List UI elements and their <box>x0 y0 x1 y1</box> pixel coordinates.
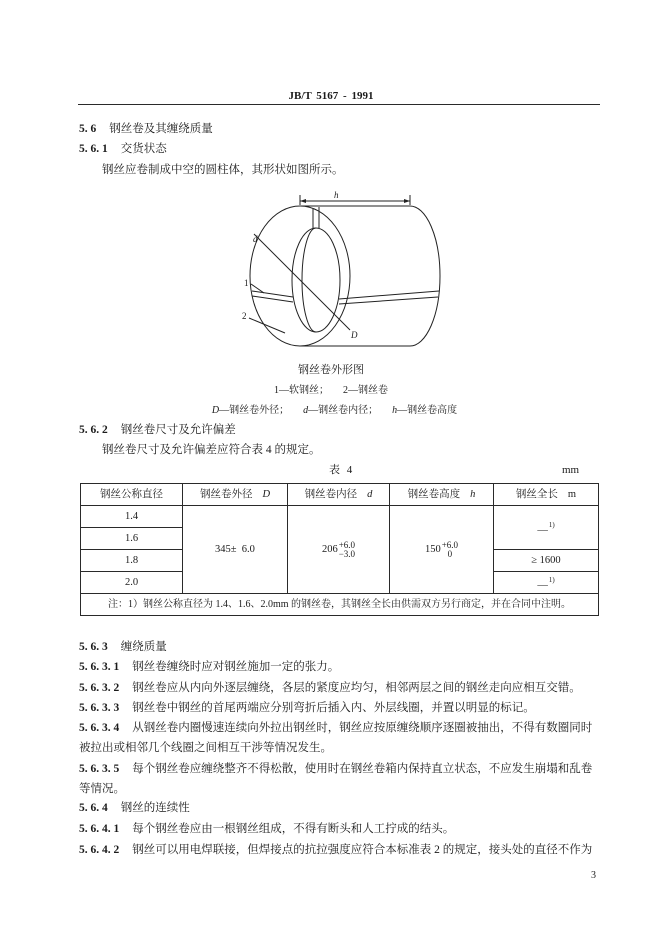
header-label: 钢丝卷外径 <box>199 489 253 500</box>
header-label: 钢丝公称直径 <box>100 489 163 500</box>
header-label: 钢丝卷内径 <box>304 489 358 500</box>
label-2: 2 <box>242 311 247 321</box>
header-wire-length <box>494 484 599 506</box>
lower-tolerance: 0 <box>447 548 453 559</box>
length-value: — <box>537 579 548 591</box>
section-number: 5. 6. 3 <box>79 641 108 653</box>
table-note-row <box>81 594 599 616</box>
header-outer-diameter <box>183 484 288 506</box>
clause-5-6-3-4-continued: 被拉出或相邻几个线圈之间相互干涉等情况发生。 <box>79 742 332 754</box>
section-5-6-heading <box>79 120 213 138</box>
legend-text: —钢丝卷 <box>348 385 388 396</box>
clause-number: 5. 6. 3. 1 <box>79 661 120 673</box>
legend-symbol: 2 <box>343 385 348 396</box>
cell-wire-length <box>494 506 599 550</box>
label-1: 1 <box>244 278 249 288</box>
table-4 <box>80 483 599 616</box>
legend-item <box>274 385 329 396</box>
cell-diameter: 1.8 <box>81 550 183 572</box>
label-d: d <box>253 234 258 244</box>
page-number: 3 <box>591 870 596 881</box>
legend-item <box>392 405 457 416</box>
legend-text: —钢丝卷内径； <box>308 405 379 416</box>
clause-text: 钢丝卷中钢丝的首尾两端应分别弯折后插入内、外层线圈，并置以明显的标记。 <box>132 702 535 714</box>
legend-symbol: 1 <box>274 385 279 396</box>
clause-5-6-3-5 <box>79 760 592 778</box>
header-coil-height <box>390 484 494 506</box>
section-5-6-4-heading <box>79 799 190 817</box>
footnote-ref: 1) <box>548 520 555 529</box>
section-title: 缠绕质量 <box>120 641 167 653</box>
cell-wire-length <box>494 572 599 594</box>
section-title: 钢丝卷尺寸及允许偏差 <box>120 424 236 436</box>
clause-number: 5. 6. 3. 3 <box>79 702 120 714</box>
legend-symbol: D <box>211 405 220 416</box>
nominal-value: 206 <box>321 544 338 555</box>
section-5-6-2-text: 钢丝卷尺寸及允许偏差应符合表 4 的规定。 <box>102 444 321 456</box>
nominal-value: 150 <box>424 544 441 555</box>
section-title: 钢丝卷及其缠绕质量 <box>109 123 213 135</box>
clause-text: 钢丝可以用电焊联接，但焊接点的抗拉强度应符合本标准表 2 的规定，接头处的直径不作为 <box>132 844 593 856</box>
clause-5-6-3-3 <box>79 699 535 717</box>
header-label: 钢丝卷高度 <box>407 489 461 500</box>
section-number: 5. 6 <box>79 123 97 135</box>
clause-text: 从钢丝卷内圈慢速连续向外拉出钢丝时，钢丝应按原缠绕顺序逐圈被抽出，不得有数圈同时 <box>132 722 593 734</box>
tolerance-stack <box>339 541 355 559</box>
cell-diameter: 2.0 <box>81 572 183 594</box>
legend-symbol: h <box>392 405 398 416</box>
clause-number: 5. 6. 3. 5 <box>79 763 120 775</box>
header-rule <box>78 104 600 105</box>
table-note: 注：1）钢丝公称直径为 1.4、1.6、2.0mm 的钢丝卷，其钢丝全长由供需双方另行商定，并在合同中注明。 <box>81 594 599 616</box>
legend-text: —软钢丝； <box>279 385 329 396</box>
lower-tolerance: −3.0 <box>338 548 356 559</box>
legend-text: —钢丝卷高度 <box>397 405 458 416</box>
header-unit: m <box>567 489 577 500</box>
tolerance-stack <box>442 541 458 559</box>
clause-number: 5. 6. 3. 4 <box>79 722 120 734</box>
header-nominal-diameter <box>81 484 183 506</box>
cell-wire-length <box>494 550 599 572</box>
cell-outer-diameter <box>183 506 288 594</box>
upper-tolerance: +6.0 <box>338 539 356 550</box>
section-5-6-2-heading <box>79 421 236 439</box>
table-title: 表 4 <box>329 464 353 476</box>
section-5-6-1-text: 钢丝应卷制成中空的圆柱体，其形状如图所示。 <box>102 164 344 176</box>
cell-diameter: 1.6 <box>81 528 183 550</box>
legend-text: —钢丝卷外径； <box>219 405 290 416</box>
length-value: — <box>537 524 548 536</box>
cell-diameter: 1.4 <box>81 506 183 528</box>
outer-diameter-value: 345± 6.0 <box>215 544 255 555</box>
header-symbol: d <box>367 489 373 500</box>
coil-figure <box>230 183 450 355</box>
legend-item <box>212 405 289 416</box>
clause-5-6-3-2 <box>79 679 581 697</box>
header-inner-diameter <box>288 484 390 506</box>
label-h: h <box>334 190 339 200</box>
section-number: 5. 6. 2 <box>79 424 108 436</box>
length-value: ≥ 1600 <box>531 555 561 566</box>
document-code-header: JB/T 5167 - 1991 <box>288 90 374 102</box>
section-number: 5. 6. 1 <box>79 143 108 155</box>
clause-5-6-4-2 <box>79 841 592 859</box>
legend-symbol: d <box>303 405 309 416</box>
clause-text: 每个钢丝卷应缠绕整齐不得松散，使用时在钢丝卷箱内保持直立状态，不应发生崩塌和乱卷 <box>132 763 593 775</box>
table-unit: mm <box>562 464 580 476</box>
section-number: 5. 6. 4 <box>79 802 108 814</box>
clause-text: 钢丝卷应从内向外逐层缠绕，各层的紧度应均匀，相邻两层之间的钢丝走向应相互交错。 <box>132 682 581 694</box>
legend-item <box>303 405 378 416</box>
label-D: D <box>351 330 358 340</box>
inner-diameter-value <box>322 541 355 559</box>
height-arrow-right <box>404 199 410 203</box>
upper-tolerance: +6.0 <box>441 539 459 550</box>
height-value <box>425 541 458 559</box>
section-5-6-3-heading <box>79 638 167 656</box>
section-title: 交货状态 <box>120 143 167 155</box>
cell-inner-diameter <box>288 506 390 594</box>
clause-number: 5. 6. 4. 1 <box>79 823 120 835</box>
figure-caption: 钢丝卷外形图 <box>298 364 364 376</box>
figure-legend-numbers <box>0 382 662 400</box>
clause-number: 5. 6. 4. 2 <box>79 844 120 856</box>
coil-inner-hole <box>292 228 340 332</box>
clause-number: 5. 6. 3. 2 <box>79 682 120 694</box>
clause-5-6-4-1 <box>79 820 454 838</box>
table-header-row <box>81 484 599 506</box>
footnote-ref: 1) <box>548 575 555 584</box>
clause-5-6-3-5-continued: 等情况。 <box>79 783 125 795</box>
section-5-6-1-heading <box>79 140 167 158</box>
legend-item <box>343 385 388 396</box>
section-title: 钢丝的连续性 <box>120 802 190 814</box>
cell-coil-height <box>390 506 494 594</box>
clause-text: 钢丝卷缠绕时应对钢丝施加一定的张力。 <box>132 661 340 673</box>
clause-5-6-3-4 <box>79 719 592 737</box>
clause-5-6-3-1 <box>79 658 339 676</box>
figure-legend-symbols <box>7 402 662 420</box>
clause-text: 每个钢丝卷应由一根钢丝组成，不得有断头和人工拧成的结头。 <box>132 823 455 835</box>
height-arrow-left <box>300 199 306 203</box>
header-label: 钢丝全长 <box>515 489 558 500</box>
header-symbol: D <box>262 489 271 500</box>
table-row <box>81 506 599 528</box>
header-symbol: h <box>470 489 476 500</box>
